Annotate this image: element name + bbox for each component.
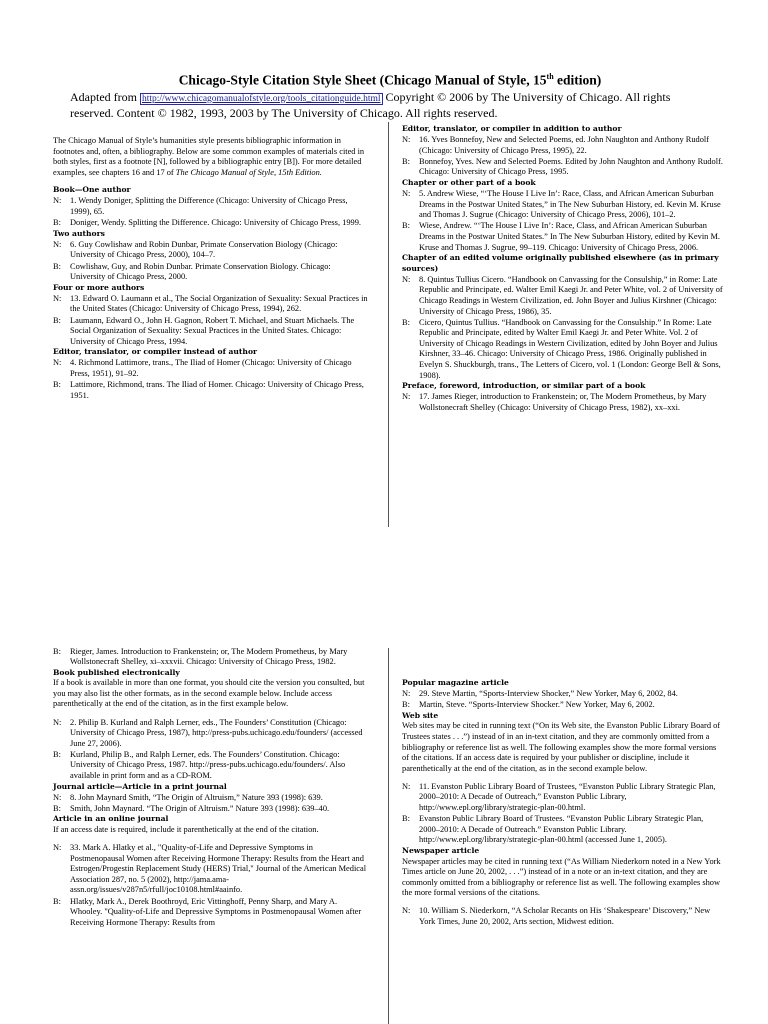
note-entry: N: 6. Guy Cowlishaw and Robin Dunbar, Primate Conservation Biology (Chicago: University of Chicago Press, 2000), 104–7.: [53, 239, 338, 260]
section-heading: Journal article—Article in a print journal: [53, 781, 227, 791]
bibliography-entry: B: Kurland, Philip B., and Ralph Lerner, eds. The Founders’ Constitution. Chicago: University of Chicago Press, 1987. http://press-pubs.uchicago.edu/founders/. Also available in print form and as a CD-ROM.: [53, 749, 346, 781]
section-heading: Popular magazine article: [402, 678, 509, 687]
section-heading: Article in an online journal: [53, 814, 169, 824]
bibliography-entry: B: Cowlishaw, Guy, and Robin Dunbar. Primate Conservation Biology. Chicago: University of Chicago Press, 2000.: [53, 261, 331, 282]
bibliography-entry: B: Laumann, Edward O., John H. Gagnon, Robert T. Michael, and Stuart Michaels. The Social Organization of Sexuality: Sexual Practices in the United States. Chicago: University of Chicago Press, 1994.: [53, 315, 355, 346]
bibliography-entry: B: Cicero, Quintus Tullius. “Handbook on Canvassing for the Consulship.” In Rome: Late Republic and Principate, edited by Walter Emil Kaegi Jr. and Peter White. Vol. 2 of University of Chicago Readings in Western Civilization, edited by John Boyer and Julius Kirshner, 33–46. Chicago: University of Chicago Press, 1986. Originally published in Evelyn S. Shuckburgh, trans., The Letters of Cicero, vol. 1 (London: George Bell & Sons, 1908).: [402, 317, 721, 380]
bibliography-entry: B: Doniger, Wendy. Splitting the Difference. Chicago: University of Chicago Press, 1999.: [53, 218, 361, 228]
document-page-2: [0, 640, 768, 1024]
section-heading: Chapter of an edited volume originally published elsewhere (as in primary sources): [402, 253, 719, 273]
section-heading: Book—One author: [53, 185, 131, 195]
bibliography-entry: B: Rieger, James. Introduction to Frankenstein; or, The Modern Prometheus, by Mary Wollstonecraft Shelley, xi–xxxvii. Chicago: University of Chicago Press, 1982.: [53, 646, 348, 667]
note-entry: N: 29. Steve Martin, “Sports-Interview Shocker,” New Yorker, May 6, 2002, 84.: [402, 689, 678, 699]
bibliography-entry: B: Wiese, Andrew. “‘The House I Live In’: Race, Class, and African American Suburban Dreams in the Postwar United States.” In The New Suburban History, edited by Kevin M. Kruse and Thomas J. Sugrue, 99–119. Chicago: University of Chicago Press, 2006.: [402, 221, 720, 252]
bibliography-entry: B: Smith, John Maynard. “The Origin of Altruism.” Nature 393 (1998): 639–40.: [53, 803, 330, 813]
bibliography-entry: B: Martin, Steve. “Sports-Interview Shocker.” New Yorker, May 6, 2002.: [402, 700, 655, 710]
section-heading: Chapter or other part of a book: [402, 177, 536, 187]
note-entry: N: 10. William S. Niederkorn, “A Scholar Recants on His ‘Shakespeare’ Discovery,” New York Times, June 20, 2002, Arts section, Midwest edition.: [402, 906, 711, 926]
left-column: [53, 646, 368, 928]
right-column: [402, 678, 724, 928]
section-intro: If an access date is required, include it parenthetically at the end of the citation.: [53, 825, 319, 834]
section-heading: Four or more authors: [53, 282, 145, 292]
section-heading: Book published electronically: [53, 667, 180, 677]
note-entry: N: 11. Evanston Public Library Board of Trustees, “Evanston Public Library Strategic Plan, 2000–2010: A Decade of Outreach,” Evanston Public Library, http://www.epl.org/library/strategic-plan-00.html.: [402, 781, 716, 813]
bibliography-entry: B: Lattimore, Richmond, trans. The Iliad of Homer. Chicago: University of Chicago Press, 1951.: [53, 380, 364, 400]
bibliography-entry: B: Evanston Public Library Board of Trustees. “Evanston Public Library Strategic Plan, 2000–2010: A Decade of Outreach.” Evanston Public Library. http://www.epl.org/library/strategic-plan-00.html (accessed June 1, 2005).: [402, 814, 704, 845]
note-entry: N: 8. Quintus Tullius Cicero. “Handbook on Canvassing for the Consulship,” in Rome: Late Republic and Principate, ed. Walter Emil Kaegi Jr. and Peter White, vol. 2 of University of Chicago Readings in Western Civilization, ed. John Boyer and Julius Kirshner (Chicago: University of Chicago Press, 1986), 35.: [402, 274, 723, 316]
section-intro: If a book is available in more than one format, you should cite the version you consulted, but you may also list the other formats, as in the second example below. Include access parenthetically at the end of the citation, as in the first example below.: [53, 678, 365, 709]
page-title: Chicago-Style Citation Style Sheet (Chicago Manual of Style, 15th edition): [178, 72, 602, 88]
note-entry: N: 1. Wendy Doniger, Splitting the Difference (Chicago: University of Chicago Press, 1999), 65.: [53, 196, 348, 217]
note-entry: N: 13. Edward O. Laumann et al., The Social Organization of Sexuality: Sexual Practices in the United States (Chicago: University of Chicago Press, 1994), 262.: [53, 293, 368, 314]
note-entry: N: 17. James Rieger, introduction to Frankenstein; or, The Modern Prometheus, by Mary Wollstonecraft Shelley (Chicago: University of Chicago Press, 1982), xx–xxi.: [402, 392, 707, 412]
bibliography-entry: B: Hlatky, Mark A., Derek Boothroyd, Eric Vittinghoff, Penny Sharp, and Mary A. Whooley. "Quality-of-Life and Depressive Symptoms in Postmenopausal Women after Receiving Hormone Therapy: Results from: [53, 896, 362, 927]
copyright-notice: Adapted from http://www.chicagomanualofstyle.org/tools_citationguide.html Copyright © 2006 by The University of Chicago. All rights reserved. Content © 1982, 1993, 2003 by The University of Chicago. All rights reserved.: [70, 89, 671, 120]
source-link[interactable]: http://www.chicagomanualofstyle.org/tools_citationguide.html: [141, 93, 381, 104]
note-entry: N: 8. John Maynard Smith, “The Origin of Altruism,” Nature 393 (1998): 639.: [53, 792, 323, 802]
left-column: [53, 136, 368, 401]
document-header: [70, 68, 710, 120]
section-heading: Preface, foreword, introduction, or similar part of a book: [402, 381, 646, 391]
section-intro: Newspaper articles may be cited in running text (“As William Niederkorn noted in a New York Times article on June 20, 2002, . . .”) instead of in a note or an in-text citation, and they are commonly omitted from a bibliography or reference list as well. The following examples show the more formal versions of the citations.: [402, 856, 721, 898]
right-column: [402, 124, 724, 414]
bibliography-entry: B: Bonnefoy, Yves. New and Selected Poems. Edited by John Naughton and Anthony Rudolf. Chicago: University of Chicago Press, 1995.: [402, 156, 723, 177]
note-entry: N: 16. Yves Bonnefoy, New and Selected Poems, ed. John Naughton and Anthony Rudolf (Chicago: University of Chicago Press, 1995), 22.: [402, 135, 709, 155]
note-entry: N: 2. Philip B. Kurland and Ralph Lerner, eds., The Founders’ Constitution (Chicago: University of Chicago Press, 1987), http://press-pubs.uchicago.edu/founders/ (accessed June 27, 2006).: [53, 717, 363, 748]
column-divider: [388, 648, 389, 1024]
section-heading: Editor, translator, or compiler instead of author: [53, 347, 258, 357]
section-heading: Editor, translator, or compiler in addition to author: [402, 124, 622, 133]
section-heading: Newspaper article: [402, 845, 480, 855]
note-entry: N: 5. Andrew Wiese, “‘The House I Live In’: Race, Class, and African American Suburban Dreams in the Postwar United States,” in The New Suburban History, ed. Kevin M. Kruse and Thomas J. Sugrue (Chicago: University of Chicago Press, 2006), 101–2.: [402, 189, 721, 220]
section-intro: Web sites may be cited in running text (“On its Web site, the Evanston Public Library Board of Trustees states . . .”) instead of in an in-text citation, and they are commonly omitted from a bibliography or reference list as well. The following examples show the more formal versions of the citations. If an access date is required by your publisher or discipline, include it parenthetically at the end of the citation, as in the second example below.: [402, 721, 721, 773]
note-entry: N: 33. Mark A. Hlatky et al., "Quality-of-Life and Depressive Symptoms in Postmenopausal Women after Receiving Hormone Therapy: Results from the Heart and Estrogen/Progestin Replacement Study (HERS) Trial," Journal of the American Medical Association 287, no. 5 (2002), http://jama.ama-assn.org/issues/v287n5/rfull/joc10108.html#aainfo.: [53, 843, 367, 895]
column-divider: [388, 122, 389, 527]
note-entry: N: 4. Richmond Lattimore, trans., The Iliad of Homer (Chicago: University of Chicago Press, 1951), 91–92.: [53, 358, 352, 378]
section-heading: Web site: [402, 710, 439, 720]
section-heading: Two authors: [53, 228, 105, 238]
intro-paragraph: The Chicago Manual of Style’s humanities style presents bibliographic information in footnotes and, often, a bibliography. Below are some common examples of materials cited in both styles, first as a footnote [N], followed by a bibliographic entry [B]). For more detailed examples, see chapters 16 and 17 of The Chicago Manual of Style, 15th Edition.: [53, 136, 365, 177]
